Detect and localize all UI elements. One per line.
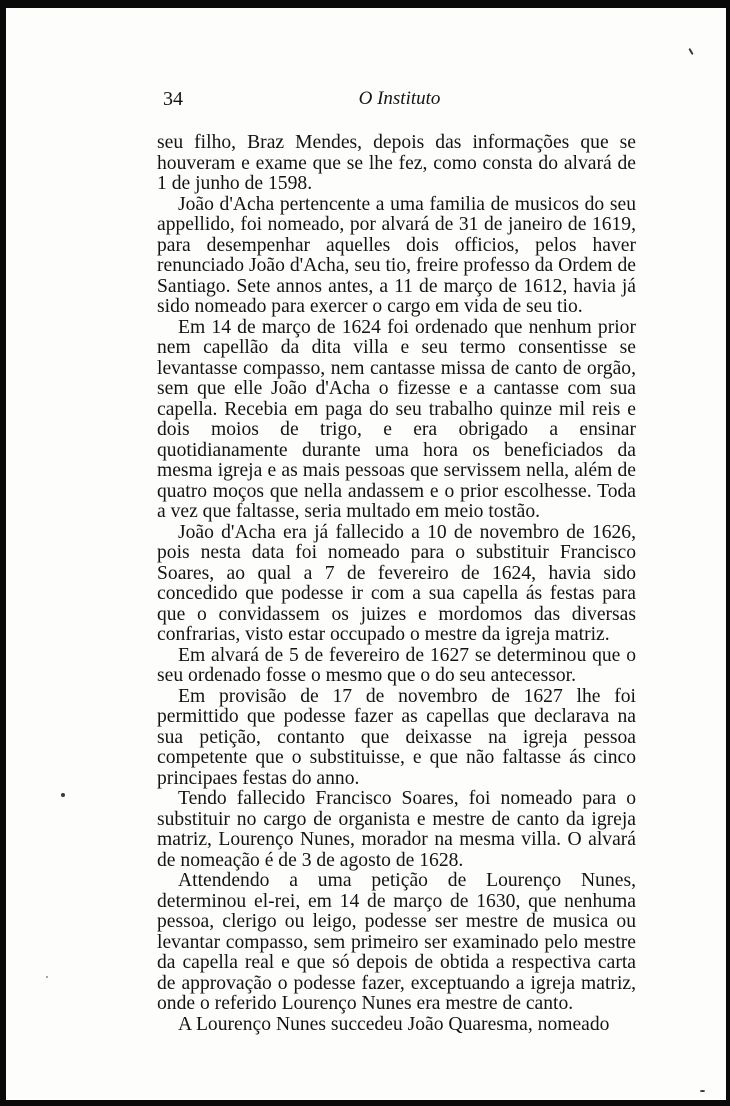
scan-speck <box>61 793 65 797</box>
running-title: O Instituto <box>358 88 441 109</box>
scan-speck <box>688 48 693 55</box>
paragraph-4: João d'Acha era já fallecido a 10 de novembro de 1626, pois nesta data foi nomeado para o substituir Francisco Soares, ao qual a 7 de fevereiro de 1624, havia sido concedido que podesse ir com a sua capella ás festas para que o convidassem os juizes e mordomos das diversas confrarias, visto estar occupado o mestre da igreja matriz. <box>157 521 636 645</box>
paragraph-1: seu filho, Braz Mendes, depois das informações que se houveram e exame que se lhe fez, como consta do alvará de 1 de junho de 1598. <box>157 132 636 194</box>
paragraph-3: Em 14 de março de 1624 foi ordenado que nenhum prior nem capellão da dita villa e seu termo consentisse se levantasse compasso, nem cantasse missa de canto de orgão, sem que elle João d'Acha o fizesse e a cantasse com sua capella. Recebia em paga do seu trabalho quinze mil reis e dois moios de trigo, e era obrigado a ensinar quotidianamente durante uma hora os beneficiados da mesma igreja e as mais pessoas que servissem nella, além de quatro moços que nella andassem e o prior escolhesse. Toda a vez que faltasse, seria multado em meio tostão. <box>157 316 636 522</box>
scan-speck <box>46 976 48 978</box>
page-number: 34 <box>163 88 183 110</box>
body-text <box>157 133 636 1035</box>
paragraph-5: Em alvará de 5 de fevereiro de 1627 se determinou que o seu ordenado fosse o mesmo que o do seu antecessor. <box>157 644 636 686</box>
paragraph-9: A Lourenço Nunes succedeu João Quaresma, nomeado <box>178 1013 610 1035</box>
page-header <box>163 88 636 118</box>
paragraph-6: Em provisão de 17 de novembro de 1627 lhe foi permittido que podesse fazer as capellas que declarava na sua petição, contanto que deixasse na igreja pessoa competente que o substituisse, e que não faltasse ás cinco principaes festas do anno. <box>157 685 636 789</box>
paragraph-8: Attendendo a uma petição de Lourenço Nunes, determinou el-rei, em 14 de março de 1630, que nenhuma pessoa, clerigo ou leigo, podesse ser mestre de musica ou levantar compasso, sem primeiro ser examinado pelo mestre da capella real e que só depois de obtida a respectiva carta de approvação o podesse fazer, exceptuando a igreja matriz, onde o referido Lourenço Nunes era mestre de canto. <box>157 870 636 1014</box>
paragraph-2: João d'Acha pertencente a uma familia de musicos do seu appellido, foi nomeado, por alvará de 31 de janeiro de 1619, para desempenhar aquelles dois officios, pelos haver renunciado João d'Acha, seu tio, freire professo da Ordem de Santiago. Sete annos antes, a 11 de março de 1612, havia já sido nomeado para exercer o cargo em vida de seu tio. <box>157 193 636 317</box>
paragraph-7: Tendo fallecido Francisco Soares, foi nomeado para o substituir no cargo de organista e mestre de canto da igreja matriz, Lourenço Nunes, morador na mesma villa. O alvará de nomeação é de 3 de agosto de 1628. <box>157 788 636 871</box>
scan-speck <box>700 1090 705 1092</box>
